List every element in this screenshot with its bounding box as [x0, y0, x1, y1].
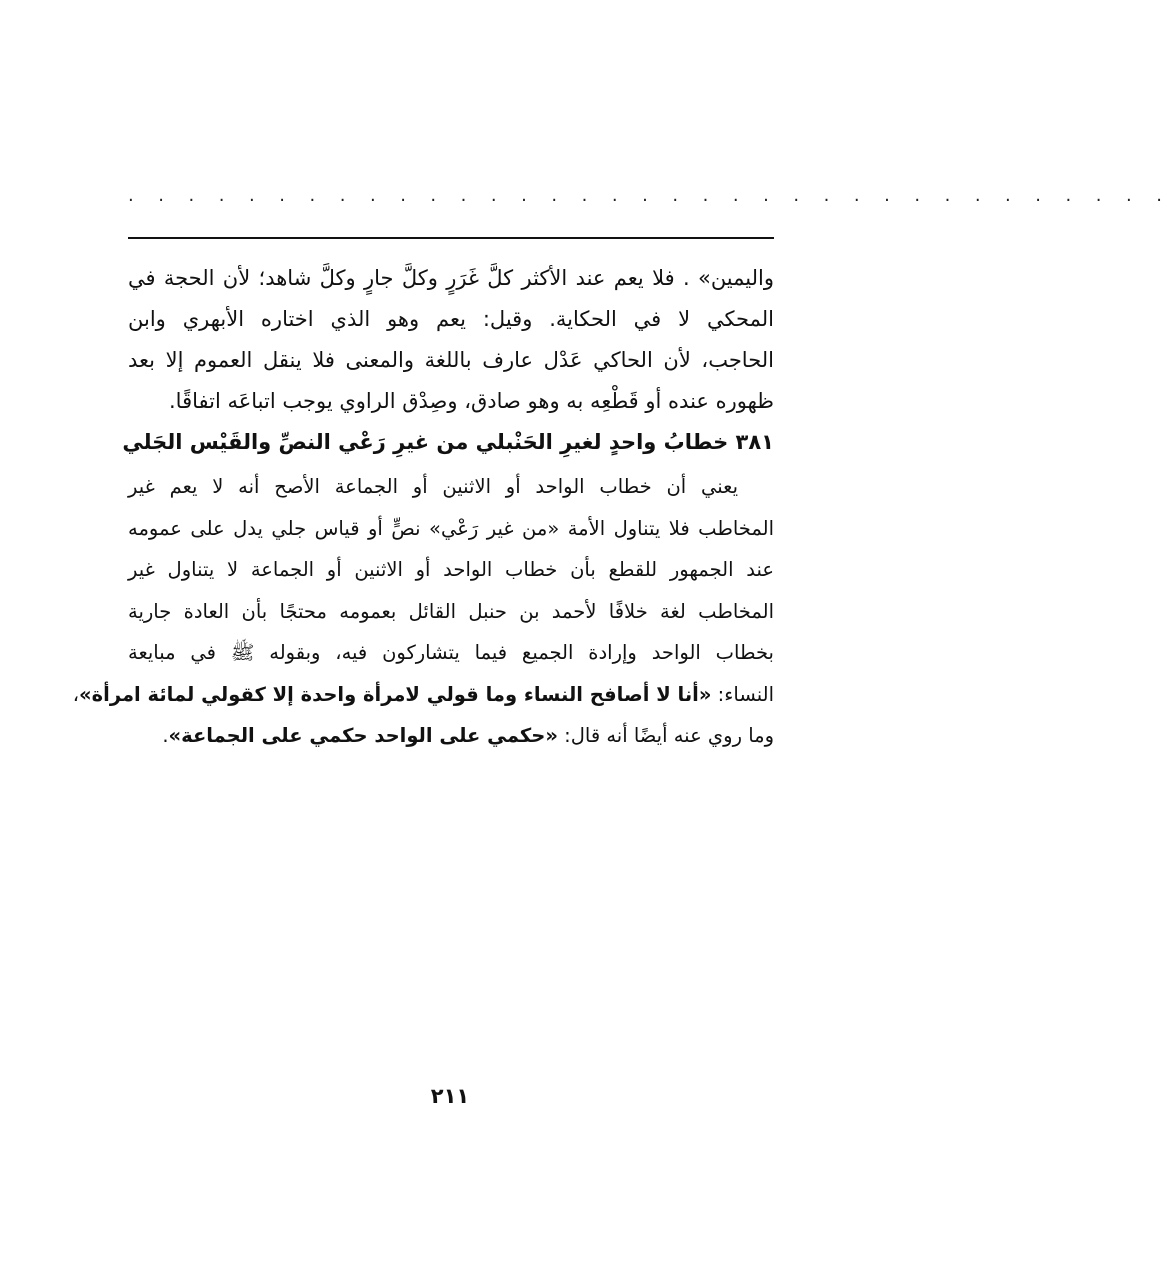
text-line: [72, 674, 774, 716]
line-suffix: .: [162, 724, 169, 747]
text-line: المحكي لا في الحكاية. وقيل: يعم وهو الذي اختاره الأبهري وابن: [128, 307, 774, 331]
line-prefix: النساء:: [711, 682, 774, 706]
text-line: الحاجب، لأن الحاكي عَدْل عارف باللغة والمعنى فلا ينقل العموم إلا بعد: [128, 348, 774, 372]
separator-dots: . . . . . . . . . . . . . . . . . . . . . . . . . . . . . . . . . . .: [128, 185, 1171, 206]
quoted-passage: [128, 258, 774, 422]
footnote-divider: [128, 237, 774, 239]
text-line: ظهوره عنده أو قَطْعِه به وهو صادق، وصِدْق الراوي يوجب اتباعَه اتفاقًا.: [169, 389, 774, 413]
hadith-quote: «أنا لا أصافح النساء وما قولي لامرأة واحدة إلا كقولي لمائة امرأة»: [79, 682, 712, 706]
page-number: ٢١١: [430, 1084, 470, 1108]
text-line: [128, 715, 774, 757]
line-suffix: ،: [72, 682, 80, 706]
text-line: بخطاب الواحد وإرادة الجميع فيما يتشاركون فيه، وبقوله ﷺ في مبايعة: [128, 641, 774, 664]
line-prefix: وما روي عنه أيضًا أنه قال:: [557, 724, 774, 747]
text-line: المخاطب لغة خلافًا لأحمد بن حنبل القائل بعمومه محتجًا بأن العادة جارية: [128, 599, 774, 623]
text-line: واليمين» . فلا يعم عند الأكثر كلَّ غَرَرٍ وكلَّ جارٍ وكلَّ شاهد؛ لأن الحجة في: [128, 266, 774, 290]
commentary-paragraph: [72, 466, 774, 757]
text-line: المخاطب فلا يتناول الأمة «من غير رَعْي» نصٍّ أو قياس جلي يدل على عمومه: [128, 516, 774, 540]
text-line: يعني أن خطاب الواحد أو الاثنين أو الجماعة الأصح أنه لا يعم غير: [128, 475, 738, 498]
hadith-quote: «حكمي على الواحد حكمي على الجماعة»: [168, 724, 558, 747]
verse-heading: ٣٨١ خطابُ واحدٍ لغيرِ الحَنْبلي من غيرِ رَعْي النصِّ والقَيْس الجَلي: [122, 430, 774, 454]
text-line: عند الجمهور للقطع بأن خطاب الواحد أو الاثنين أو الجماعة لا يتناول غير: [128, 558, 774, 581]
